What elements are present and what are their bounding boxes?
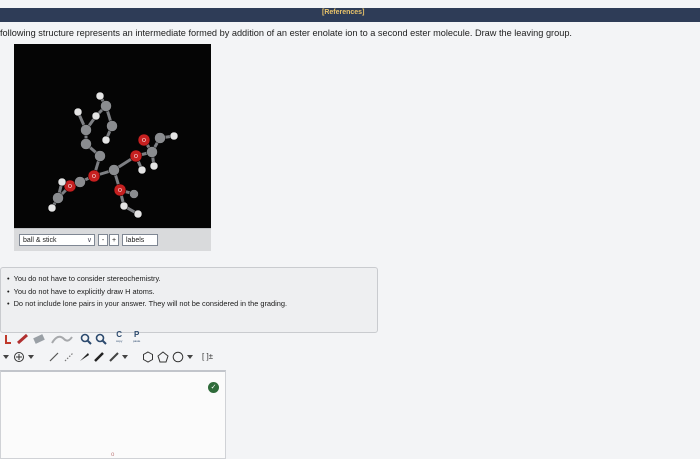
hydrogen-atom bbox=[150, 162, 158, 170]
dropdown-arrow-icon[interactable] bbox=[2, 352, 10, 362]
single-bond-icon[interactable] bbox=[48, 351, 60, 363]
atom-label: O bbox=[134, 154, 138, 160]
top-bar bbox=[0, 8, 700, 22]
hydrogen-atom bbox=[120, 202, 128, 210]
undo-icon[interactable] bbox=[2, 333, 14, 345]
editor-toolbar-bottom bbox=[0, 348, 226, 366]
paste-letter: P bbox=[134, 330, 140, 339]
instructions-box bbox=[0, 267, 378, 333]
zoom-in-icon[interactable] bbox=[80, 333, 92, 345]
editor-toolbar-top bbox=[0, 330, 226, 348]
atom-label: O bbox=[92, 174, 96, 180]
instruction-item: • You do not have to explicitly draw H atoms. bbox=[7, 287, 377, 296]
dashed-bond-icon[interactable] bbox=[63, 351, 75, 363]
charge-bracket-button[interactable]: [ ]± bbox=[202, 352, 214, 361]
wavy-bond-icon[interactable] bbox=[108, 351, 120, 363]
molecule-3d-canvas[interactable] bbox=[14, 44, 211, 228]
check-icon[interactable]: ✓ bbox=[208, 382, 219, 393]
dropdown-arrow-icon[interactable] bbox=[27, 352, 35, 362]
paste-button[interactable] bbox=[133, 331, 140, 343]
carbon-atom bbox=[81, 125, 92, 136]
question-text: following structure represents an intermediate formed by addition of an ester enolate ion to a second ester molecule. Draw the leaving group. bbox=[0, 28, 572, 38]
render-style-value: ball & stick bbox=[23, 237, 57, 244]
instruction-item: • Do not include lone pairs in your answer. They will not be considered in the grading. bbox=[7, 299, 377, 308]
dropdown-arrow-icon[interactable] bbox=[121, 352, 129, 362]
hydrogen-atom bbox=[92, 112, 100, 120]
chevron-down-icon: ∨ bbox=[86, 237, 92, 244]
carbon-atom bbox=[101, 101, 112, 112]
zoom-out-icon[interactable] bbox=[95, 333, 107, 345]
ring-template-icon[interactable] bbox=[50, 333, 74, 345]
atom-label: O bbox=[142, 138, 146, 144]
carbon-atom bbox=[53, 193, 64, 204]
labels-button[interactable]: labels bbox=[122, 234, 158, 246]
hydrogen-atom bbox=[138, 166, 146, 174]
pentagon-ring-icon[interactable] bbox=[157, 351, 169, 363]
carbon-atom bbox=[109, 165, 120, 176]
drawing-canvas[interactable] bbox=[0, 370, 226, 459]
carbon-atom bbox=[147, 147, 158, 158]
hydrogen-atom bbox=[96, 92, 104, 100]
instruction-item: • You do not have to consider stereochemistry. bbox=[7, 274, 377, 283]
dropdown-arrow-icon[interactable] bbox=[186, 352, 194, 362]
paste-caption: paste bbox=[133, 339, 141, 343]
molecule-viewer bbox=[14, 44, 211, 250]
copy-caption: copy bbox=[116, 339, 123, 343]
eraser-icon[interactable] bbox=[32, 333, 46, 345]
heptagon-ring-icon[interactable] bbox=[172, 351, 184, 363]
render-style-select[interactable] bbox=[19, 234, 95, 246]
canvas-mark: o bbox=[111, 452, 115, 458]
carbon-atom bbox=[75, 177, 86, 188]
references-link[interactable]: [References] bbox=[322, 9, 365, 16]
zoom-out-button[interactable]: - bbox=[98, 234, 108, 246]
hydrogen-atom bbox=[58, 178, 66, 186]
atom-label: O bbox=[118, 188, 122, 194]
carbon-atom bbox=[107, 121, 118, 132]
carbon-atom bbox=[130, 190, 139, 199]
carbon-atom bbox=[81, 139, 92, 150]
hydrogen-atom bbox=[170, 132, 178, 140]
atoms bbox=[48, 92, 178, 218]
carbon-atom bbox=[155, 133, 166, 144]
hydrogen-atom bbox=[48, 204, 56, 212]
viewer-controls bbox=[14, 228, 211, 251]
instructions-list bbox=[7, 274, 377, 308]
copy-button[interactable] bbox=[116, 331, 122, 343]
copy-letter: C bbox=[116, 330, 123, 339]
wedge-bond-icon[interactable] bbox=[78, 351, 90, 363]
pencil-icon[interactable] bbox=[16, 333, 30, 345]
hydrogen-atom bbox=[102, 136, 110, 144]
add-atom-icon[interactable] bbox=[13, 351, 25, 363]
zoom-in-button[interactable]: + bbox=[109, 234, 119, 246]
ball-and-stick-model bbox=[14, 44, 211, 228]
carbon-atom bbox=[95, 151, 106, 162]
hydrogen-atom bbox=[134, 210, 142, 218]
atom-label: O bbox=[68, 184, 72, 190]
hexagon-ring-icon[interactable] bbox=[142, 351, 154, 363]
structure-editor bbox=[0, 330, 226, 459]
hydrogen-atom bbox=[74, 108, 82, 116]
bold-bond-icon[interactable] bbox=[93, 351, 105, 363]
